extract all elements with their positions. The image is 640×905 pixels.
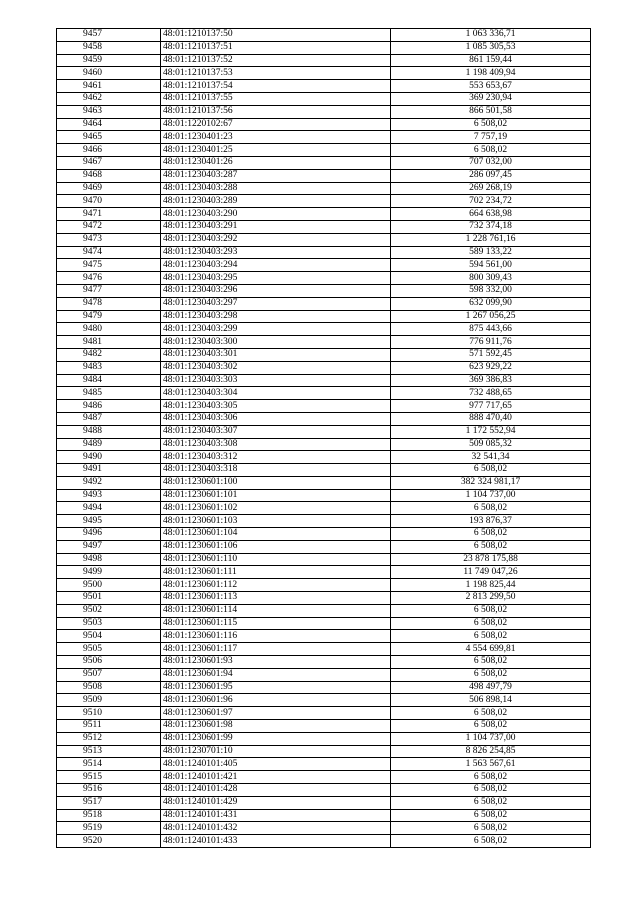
- row-number-cell: 9496: [57, 528, 161, 541]
- row-number-cell: 9509: [57, 694, 161, 707]
- cadastral-value-cell: 800 309,43: [391, 272, 591, 285]
- cadastral-number-cell: 48:01:1230403:305: [161, 400, 391, 413]
- cadastral-number-cell: 48:01:1230601:95: [161, 681, 391, 694]
- table-row: [57, 451, 591, 464]
- row-number-cell: 9508: [57, 681, 161, 694]
- cadastral-value-cell: 498 497,79: [391, 681, 591, 694]
- cadastral-value-cell: 664 638,98: [391, 208, 591, 221]
- row-number-cell: 9514: [57, 758, 161, 771]
- cadastral-number-cell: 48:01:1230403:308: [161, 438, 391, 451]
- cadastral-value-cell: 8 826 254,85: [391, 745, 591, 758]
- row-number-cell: 9473: [57, 233, 161, 246]
- row-number-cell: 9513: [57, 745, 161, 758]
- table-row: [57, 348, 591, 361]
- row-number-cell: 9518: [57, 809, 161, 822]
- cadastral-number-cell: 48:01:1220102:67: [161, 118, 391, 131]
- table-row: [57, 131, 591, 144]
- table-row: [57, 259, 591, 272]
- cadastral-number-cell: 48:01:1210137:50: [161, 29, 391, 42]
- cadastral-value-cell: 4 554 699,81: [391, 643, 591, 656]
- cadastral-value-cell: 1 085 305,53: [391, 41, 591, 54]
- cadastral-value-cell: 23 878 175,88: [391, 553, 591, 566]
- table-row: [57, 310, 591, 323]
- cadastral-number-cell: 48:01:1230601:104: [161, 528, 391, 541]
- row-number-cell: 9512: [57, 732, 161, 745]
- cadastral-value-cell: 6 508,02: [391, 771, 591, 784]
- cadastral-number-cell: 48:01:1230403:292: [161, 233, 391, 246]
- row-number-cell: 9487: [57, 412, 161, 425]
- row-number-cell: 9476: [57, 272, 161, 285]
- table-row: [57, 144, 591, 157]
- cadastral-number-cell: 48:01:1240101:431: [161, 809, 391, 822]
- table-row: [57, 29, 591, 42]
- cadastral-value-cell: 509 085,32: [391, 438, 591, 451]
- cadastral-number-cell: 48:01:1230601:99: [161, 732, 391, 745]
- cadastral-value-cell: 1 267 056,25: [391, 310, 591, 323]
- table-row: [57, 105, 591, 118]
- table-row: [57, 668, 591, 681]
- table-row: [57, 272, 591, 285]
- cadastral-number-cell: 48:01:1230601:98: [161, 720, 391, 733]
- row-number-cell: 9459: [57, 54, 161, 67]
- cadastral-value-table: [56, 28, 591, 848]
- cadastral-number-cell: 48:01:1230403:288: [161, 182, 391, 195]
- row-number-cell: 9519: [57, 822, 161, 835]
- table-row: [57, 297, 591, 310]
- table-row: [57, 464, 591, 477]
- row-number-cell: 9471: [57, 208, 161, 221]
- row-number-cell: 9515: [57, 771, 161, 784]
- cadastral-value-cell: 6 508,02: [391, 630, 591, 643]
- cadastral-value-cell: 7 757,19: [391, 131, 591, 144]
- cadastral-value-cell: 11 749 047,26: [391, 566, 591, 579]
- cadastral-value-cell: 6 508,02: [391, 668, 591, 681]
- cadastral-number-cell: 48:01:1230403:307: [161, 425, 391, 438]
- cadastral-number-cell: 48:01:1230601:106: [161, 540, 391, 553]
- row-number-cell: 9458: [57, 41, 161, 54]
- table-row: [57, 553, 591, 566]
- cadastral-value-cell: 369 386,83: [391, 374, 591, 387]
- cadastral-value-cell: 6 508,02: [391, 528, 591, 541]
- row-number-cell: 9479: [57, 310, 161, 323]
- cadastral-value-cell: 1 563 567,61: [391, 758, 591, 771]
- cadastral-number-cell: 48:01:1230601:110: [161, 553, 391, 566]
- cadastral-value-cell: 1 104 737,00: [391, 489, 591, 502]
- cadastral-number-cell: 48:01:1230601:114: [161, 604, 391, 617]
- table-row: [57, 643, 591, 656]
- row-number-cell: 9510: [57, 707, 161, 720]
- cadastral-value-cell: 6 508,02: [391, 464, 591, 477]
- cadastral-number-cell: 48:01:1230403:294: [161, 259, 391, 272]
- row-number-cell: 9468: [57, 169, 161, 182]
- row-number-cell: 9486: [57, 400, 161, 413]
- table-row: [57, 425, 591, 438]
- cadastral-number-cell: 48:01:1230601:94: [161, 668, 391, 681]
- row-number-cell: 9503: [57, 617, 161, 630]
- cadastral-number-cell: 48:01:1230403:301: [161, 348, 391, 361]
- row-number-cell: 9489: [57, 438, 161, 451]
- table-row: [57, 604, 591, 617]
- row-number-cell: 9469: [57, 182, 161, 195]
- cadastral-value-cell: 1 198 825,44: [391, 579, 591, 592]
- table-row: [57, 476, 591, 489]
- cadastral-value-cell: 6 508,02: [391, 656, 591, 669]
- cadastral-value-cell: 6 508,02: [391, 720, 591, 733]
- table-row: [57, 630, 591, 643]
- cadastral-number-cell: 48:01:1230403:304: [161, 387, 391, 400]
- row-number-cell: 9520: [57, 835, 161, 848]
- table-row: [57, 656, 591, 669]
- row-number-cell: 9498: [57, 553, 161, 566]
- cadastral-number-cell: 48:01:1230601:116: [161, 630, 391, 643]
- table-row: [57, 707, 591, 720]
- cadastral-value-cell: 732 374,18: [391, 220, 591, 233]
- row-number-cell: 9460: [57, 67, 161, 80]
- cadastral-number-cell: 48:01:1240101:429: [161, 796, 391, 809]
- cadastral-value-cell: 861 159,44: [391, 54, 591, 67]
- row-number-cell: 9477: [57, 284, 161, 297]
- cadastral-value-cell: 6 508,02: [391, 604, 591, 617]
- cadastral-number-cell: 48:01:1240101:432: [161, 822, 391, 835]
- cadastral-value-cell: 888 470,40: [391, 412, 591, 425]
- cadastral-number-cell: 48:01:1210137:53: [161, 67, 391, 80]
- row-number-cell: 9506: [57, 656, 161, 669]
- row-number-cell: 9490: [57, 451, 161, 464]
- cadastral-number-cell: 48:01:1240101:421: [161, 771, 391, 784]
- row-number-cell: 9504: [57, 630, 161, 643]
- row-number-cell: 9495: [57, 515, 161, 528]
- cadastral-number-cell: 48:01:1230403:299: [161, 323, 391, 336]
- cadastral-value-cell: 1 198 409,94: [391, 67, 591, 80]
- table-row: [57, 67, 591, 80]
- cadastral-number-cell: 48:01:1230701:10: [161, 745, 391, 758]
- row-number-cell: 9474: [57, 246, 161, 259]
- row-number-cell: 9461: [57, 80, 161, 93]
- cadastral-number-cell: 48:01:1230403:318: [161, 464, 391, 477]
- table-row: [57, 182, 591, 195]
- cadastral-value-cell: 623 929,22: [391, 361, 591, 374]
- row-number-cell: 9467: [57, 156, 161, 169]
- cadastral-number-cell: 48:01:1210137:55: [161, 92, 391, 105]
- table-body: [57, 29, 591, 848]
- row-number-cell: 9463: [57, 105, 161, 118]
- cadastral-number-cell: 48:01:1210137:51: [161, 41, 391, 54]
- cadastral-number-cell: 48:01:1230403:303: [161, 374, 391, 387]
- cadastral-value-cell: 369 230,94: [391, 92, 591, 105]
- cadastral-value-cell: 6 508,02: [391, 118, 591, 131]
- cadastral-value-cell: 6 508,02: [391, 502, 591, 515]
- cadastral-number-cell: 48:01:1230601:96: [161, 694, 391, 707]
- cadastral-number-cell: 48:01:1240101:428: [161, 784, 391, 797]
- cadastral-value-cell: 506 898,14: [391, 694, 591, 707]
- table-row: [57, 502, 591, 515]
- table-row: [57, 169, 591, 182]
- table-row: [57, 784, 591, 797]
- table-row: [57, 438, 591, 451]
- cadastral-value-cell: 553 653,67: [391, 80, 591, 93]
- cadastral-number-cell: 48:01:1230403:287: [161, 169, 391, 182]
- table-row: [57, 284, 591, 297]
- row-number-cell: 9492: [57, 476, 161, 489]
- cadastral-value-cell: 589 133,22: [391, 246, 591, 259]
- cadastral-value-cell: 6 508,02: [391, 796, 591, 809]
- cadastral-number-cell: 48:01:1230403:297: [161, 297, 391, 310]
- cadastral-value-cell: 1 063 336,71: [391, 29, 591, 42]
- table-row: [57, 195, 591, 208]
- table-row: [57, 515, 591, 528]
- row-number-cell: 9505: [57, 643, 161, 656]
- cadastral-value-cell: 6 508,02: [391, 707, 591, 720]
- row-number-cell: 9482: [57, 348, 161, 361]
- cadastral-value-cell: 702 234,72: [391, 195, 591, 208]
- table-row: [57, 796, 591, 809]
- row-number-cell: 9481: [57, 336, 161, 349]
- table-row: [57, 220, 591, 233]
- cadastral-number-cell: 48:01:1230403:300: [161, 336, 391, 349]
- row-number-cell: 9485: [57, 387, 161, 400]
- table-row: [57, 412, 591, 425]
- row-number-cell: 9516: [57, 784, 161, 797]
- cadastral-number-cell: 48:01:1230601:115: [161, 617, 391, 630]
- table-row: [57, 323, 591, 336]
- cadastral-value-cell: 6 508,02: [391, 835, 591, 848]
- table-row: [57, 835, 591, 848]
- table-row: [57, 540, 591, 553]
- table-row: [57, 771, 591, 784]
- row-number-cell: 9488: [57, 425, 161, 438]
- cadastral-value-cell: 866 501,58: [391, 105, 591, 118]
- cadastral-number-cell: 48:01:1230401:26: [161, 156, 391, 169]
- cadastral-value-cell: 6 508,02: [391, 617, 591, 630]
- cadastral-value-cell: 571 592,45: [391, 348, 591, 361]
- row-number-cell: 9491: [57, 464, 161, 477]
- row-number-cell: 9483: [57, 361, 161, 374]
- cadastral-number-cell: 48:01:1230401:25: [161, 144, 391, 157]
- row-number-cell: 9470: [57, 195, 161, 208]
- cadastral-value-cell: 6 508,02: [391, 809, 591, 822]
- cadastral-number-cell: 48:01:1230601:111: [161, 566, 391, 579]
- cadastral-number-cell: 48:01:1230403:290: [161, 208, 391, 221]
- cadastral-number-cell: 48:01:1230401:23: [161, 131, 391, 144]
- row-number-cell: 9472: [57, 220, 161, 233]
- cadastral-number-cell: 48:01:1230601:112: [161, 579, 391, 592]
- cadastral-value-cell: 707 032,00: [391, 156, 591, 169]
- cadastral-number-cell: 48:01:1210137:52: [161, 54, 391, 67]
- cadastral-value-cell: 732 488,65: [391, 387, 591, 400]
- cadastral-number-cell: 48:01:1210137:56: [161, 105, 391, 118]
- table-row: [57, 233, 591, 246]
- cadastral-value-cell: 193 876,37: [391, 515, 591, 528]
- table-row: [57, 592, 591, 605]
- table-row: [57, 156, 591, 169]
- table-row: [57, 694, 591, 707]
- cadastral-number-cell: 48:01:1230403:306: [161, 412, 391, 425]
- cadastral-number-cell: 48:01:1230601:100: [161, 476, 391, 489]
- table-row: [57, 400, 591, 413]
- table-row: [57, 566, 591, 579]
- cadastral-number-cell: 48:01:1230403:302: [161, 361, 391, 374]
- cadastral-value-cell: 632 099,90: [391, 297, 591, 310]
- table-row: [57, 758, 591, 771]
- cadastral-number-cell: 48:01:1230601:103: [161, 515, 391, 528]
- row-number-cell: 9507: [57, 668, 161, 681]
- table-row: [57, 809, 591, 822]
- table-row: [57, 336, 591, 349]
- table-row: [57, 361, 591, 374]
- table-row: [57, 41, 591, 54]
- cadastral-value-cell: 286 097,45: [391, 169, 591, 182]
- cadastral-number-cell: 48:01:1240101:405: [161, 758, 391, 771]
- cadastral-value-cell: 382 324 981,17: [391, 476, 591, 489]
- table-row: [57, 246, 591, 259]
- row-number-cell: 9466: [57, 144, 161, 157]
- cadastral-number-cell: 48:01:1240101:433: [161, 835, 391, 848]
- table-row: [57, 118, 591, 131]
- cadastral-value-cell: 1 172 552,94: [391, 425, 591, 438]
- cadastral-number-cell: 48:01:1230601:113: [161, 592, 391, 605]
- table-row: [57, 617, 591, 630]
- table-row: [57, 54, 591, 67]
- cadastral-value-cell: 1 104 737,00: [391, 732, 591, 745]
- cadastral-number-cell: 48:01:1230601:101: [161, 489, 391, 502]
- row-number-cell: 9499: [57, 566, 161, 579]
- table-row: [57, 528, 591, 541]
- cadastral-value-cell: 875 443,66: [391, 323, 591, 336]
- cadastral-number-cell: 48:01:1230403:312: [161, 451, 391, 464]
- cadastral-value-cell: 977 717,65: [391, 400, 591, 413]
- row-number-cell: 9464: [57, 118, 161, 131]
- cadastral-value-cell: 6 508,02: [391, 144, 591, 157]
- table-row: [57, 489, 591, 502]
- table-row: [57, 80, 591, 93]
- table-row: [57, 208, 591, 221]
- table-row: [57, 732, 591, 745]
- row-number-cell: 9462: [57, 92, 161, 105]
- cadastral-number-cell: 48:01:1230403:291: [161, 220, 391, 233]
- cadastral-number-cell: 48:01:1230403:295: [161, 272, 391, 285]
- row-number-cell: 9502: [57, 604, 161, 617]
- cadastral-value-cell: 32 541,34: [391, 451, 591, 464]
- row-number-cell: 9484: [57, 374, 161, 387]
- cadastral-number-cell: 48:01:1230403:289: [161, 195, 391, 208]
- cadastral-value-cell: 1 228 761,16: [391, 233, 591, 246]
- row-number-cell: 9480: [57, 323, 161, 336]
- cadastral-value-cell: 594 561,00: [391, 259, 591, 272]
- row-number-cell: 9493: [57, 489, 161, 502]
- row-number-cell: 9500: [57, 579, 161, 592]
- table-row: [57, 822, 591, 835]
- table-row: [57, 720, 591, 733]
- cadastral-value-cell: 6 508,02: [391, 784, 591, 797]
- cadastral-value-cell: 776 911,76: [391, 336, 591, 349]
- cadastral-number-cell: 48:01:1230601:97: [161, 707, 391, 720]
- cadastral-value-cell: 6 508,02: [391, 822, 591, 835]
- cadastral-number-cell: 48:01:1230601:102: [161, 502, 391, 515]
- row-number-cell: 9465: [57, 131, 161, 144]
- cadastral-number-cell: 48:01:1210137:54: [161, 80, 391, 93]
- cadastral-value-cell: 269 268,19: [391, 182, 591, 195]
- row-number-cell: 9511: [57, 720, 161, 733]
- table-row: [57, 374, 591, 387]
- table-row: [57, 92, 591, 105]
- cadastral-number-cell: 48:01:1230403:298: [161, 310, 391, 323]
- cadastral-number-cell: 48:01:1230403:293: [161, 246, 391, 259]
- table-row: [57, 681, 591, 694]
- cadastral-value-cell: 598 332,00: [391, 284, 591, 297]
- row-number-cell: 9501: [57, 592, 161, 605]
- row-number-cell: 9457: [57, 29, 161, 42]
- row-number-cell: 9478: [57, 297, 161, 310]
- cadastral-value-cell: 6 508,02: [391, 540, 591, 553]
- table-row: [57, 745, 591, 758]
- cadastral-number-cell: 48:01:1230601:117: [161, 643, 391, 656]
- cadastral-number-cell: 48:01:1230403:296: [161, 284, 391, 297]
- cadastral-number-cell: 48:01:1230601:93: [161, 656, 391, 669]
- cadastral-value-cell: 2 813 299,50: [391, 592, 591, 605]
- table-row: [57, 579, 591, 592]
- row-number-cell: 9494: [57, 502, 161, 515]
- row-number-cell: 9517: [57, 796, 161, 809]
- table-row: [57, 387, 591, 400]
- row-number-cell: 9475: [57, 259, 161, 272]
- row-number-cell: 9497: [57, 540, 161, 553]
